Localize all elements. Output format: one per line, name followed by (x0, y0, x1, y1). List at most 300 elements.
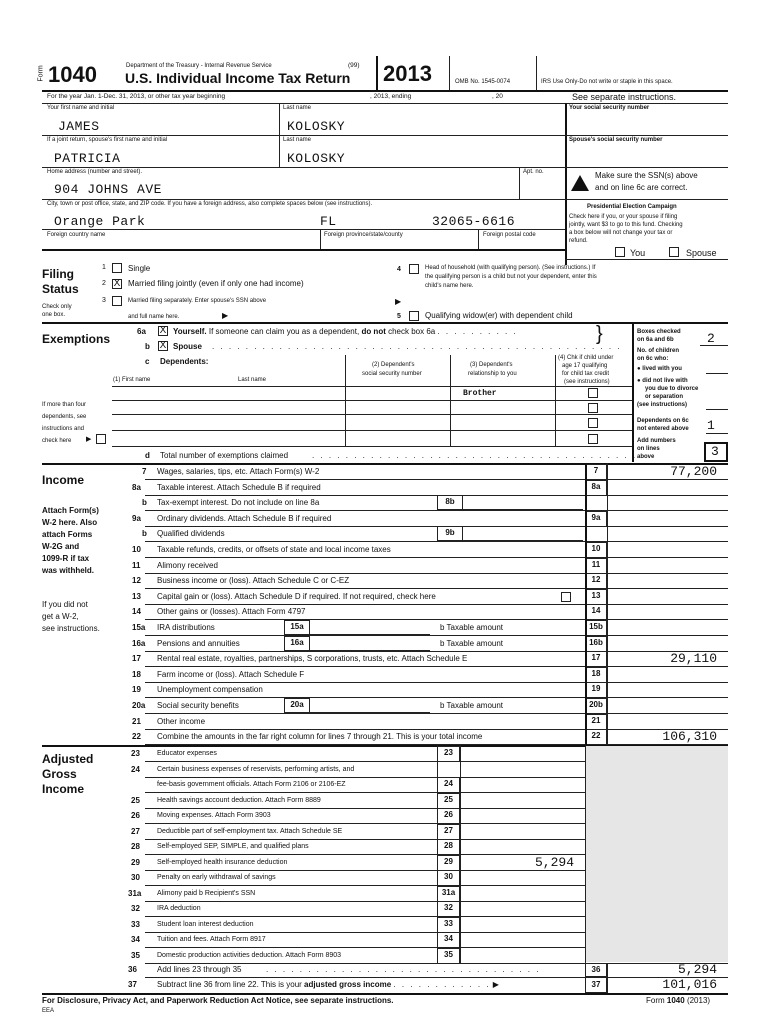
fs-mfj-checkbox[interactable]: X (113, 278, 121, 289)
income-line-num: 14 (132, 607, 141, 616)
income-line-label: Taxable refunds, credits, or offsets of state and local income taxes (157, 545, 391, 554)
income-amount[interactable]: 29,110 (670, 651, 717, 666)
pec-spouse-label: Spouse (686, 248, 717, 258)
agi-line-label: fee-basis government officials. Attach Form 2106 or 2106-EZ (157, 781, 346, 788)
agi-heading-3: Income (42, 782, 85, 796)
rule (42, 103, 728, 104)
income-row-rule (145, 573, 728, 574)
agi-line-label: Educator expenses (157, 750, 217, 757)
fs-num-5: 5 (397, 313, 401, 320)
agi-line-label: Deductible part of self-employment tax. Attach Schedule SE (157, 828, 343, 835)
income-line-num: 16a (132, 639, 146, 648)
filing-status-heading-2: Status (42, 282, 79, 296)
agi-line-box: 34 (437, 932, 460, 948)
l37-bold: adjusted gross income (304, 980, 392, 989)
side-boxes-b: on 6a and 6b (637, 337, 674, 343)
income-row-rule (145, 713, 728, 714)
foreign-postal-label: Foreign postal code (483, 232, 536, 238)
agi-line-box: 35 (437, 948, 460, 964)
side-lived-text: lived with you (642, 366, 682, 372)
rule (706, 433, 728, 434)
pec-text-3: a box below will not change your tax or (569, 230, 673, 236)
side-notlive-a: ● did not live with (637, 378, 688, 384)
income-line-num: 12 (132, 576, 141, 585)
more-than-four-c: instructions and (42, 426, 85, 432)
income-line-num: 18 (132, 670, 141, 679)
divider (536, 56, 537, 90)
footer-form (646, 997, 710, 1005)
income-line-label: Unemployment compensation (157, 685, 263, 694)
income-amount[interactable]: 106,310 (662, 729, 717, 744)
income-line-num: 7 (142, 467, 147, 476)
fs-single-label: Single (128, 264, 151, 273)
l36-box: 36 (585, 963, 607, 977)
income-line-box: 17 (585, 651, 607, 667)
l6d-label: Total number of exemptions claimed (160, 451, 289, 460)
ssn-warning-1: Make sure the SSN(s) above (595, 171, 698, 180)
divider (437, 745, 438, 963)
income-line-label: Social security benefits (157, 701, 239, 710)
income-row-rule (145, 604, 728, 605)
agi-line-num: 23 (131, 749, 140, 758)
city-label: City, town or post office, state, and ZIP code. If you have a foreign address, also complete spaces below (see instructions). (47, 201, 373, 207)
income-line-label: Qualified dividends (157, 529, 225, 538)
rule (706, 409, 728, 410)
agi-line-label: Alimony paid b Recipient's SSN (157, 890, 256, 897)
pec-text-1: Check here if you, or your spouse if filing (569, 214, 678, 220)
fs-mfj-label: Married filing jointly (even if only one had income) (128, 279, 304, 288)
tax-year: 2013 (383, 61, 432, 86)
divider (478, 229, 479, 249)
income-line-label: Other income (157, 717, 206, 726)
spouse-first-field[interactable]: PATRICIA (54, 151, 121, 166)
income-line-label: Pensions and annuities (157, 639, 240, 648)
more-than-four-a: If more than four (42, 402, 87, 408)
income-line-label: Alimony received (157, 561, 218, 570)
filing-status-heading-1: Filing (42, 267, 74, 281)
agi-line-box: 25 (437, 793, 460, 809)
agi-amount[interactable]: 5,294 (534, 855, 574, 870)
first-name-label: Your first name and initial (47, 105, 115, 111)
agi-line-box: 32 (437, 901, 460, 917)
income-mid-field[interactable] (463, 495, 583, 510)
rule (42, 993, 728, 995)
income-line-label: Farm income or (loss). Attach Schedule F (157, 670, 305, 679)
divider (320, 229, 321, 249)
income-line-box: 14 (585, 604, 607, 620)
col-ssn-b: social security number (362, 371, 422, 377)
l36-label: Add lines 23 through 35 (157, 965, 242, 974)
agi-line-num: 27 (131, 827, 140, 836)
col-first-name: (1) First name (113, 377, 151, 383)
side-dep-value[interactable]: 1 (707, 418, 716, 433)
rule (565, 259, 728, 260)
agi-line-box: 30 (437, 870, 460, 886)
form-number: 1040 (48, 62, 97, 87)
income-row-rule (145, 682, 728, 683)
agi-row-rule (145, 870, 585, 871)
divider (555, 355, 556, 447)
agi-line-label: Penalty on early withdrawal of savings (157, 874, 276, 881)
income-line-num: 13 (132, 592, 141, 601)
l37-label: Subtract line 36 from line 22. This is your adjusted gross income . . . . . . . . . . . . ▶ (157, 980, 499, 989)
income-heading: Income (42, 473, 85, 487)
agi-row-rule (145, 901, 585, 902)
income-row-rule (145, 588, 728, 589)
tax-year-line: For the year Jan. 1-Dec. 31, 2013, or other tax year beginning (47, 93, 226, 100)
income-line-num: 21 (132, 717, 141, 726)
income-line-num: 17 (132, 654, 141, 663)
fs-single-checkbox[interactable] (112, 263, 122, 273)
agi-line-num: 28 (131, 842, 140, 851)
side-notlive-c: or separation (645, 394, 684, 400)
divider (345, 355, 346, 447)
income-line-num: b (142, 529, 147, 538)
divider (632, 322, 634, 462)
line13-checkbox[interactable] (561, 592, 571, 602)
child-credit-checkbox-1[interactable] (588, 388, 598, 398)
agi-row-rule (145, 885, 585, 886)
agi-row-rule (145, 777, 585, 778)
side-add-value: 3 (711, 444, 720, 459)
attach-5: 1099-R if tax (42, 554, 90, 563)
agi-line-num: 30 (131, 873, 140, 882)
income-line-label: Business income or (loss). Attach Schedule C or C-EZ (157, 576, 350, 585)
dependent-relationship-field[interactable]: Brother (463, 389, 497, 398)
nowage-1: If you did not (42, 600, 88, 609)
income-row-rule (145, 666, 728, 667)
income-line-box: 8a (585, 480, 607, 496)
footer-form-year: (2013) (686, 996, 711, 1005)
rule (42, 135, 728, 136)
side-notlive-text: did not live with (642, 378, 688, 384)
pec-you-label: You (630, 248, 646, 258)
l37-amount[interactable]: 101,016 (662, 977, 717, 992)
pec-you-checkbox[interactable] (615, 247, 625, 257)
l36-amount[interactable]: 5,294 (677, 962, 717, 977)
l6c-num: c (145, 357, 150, 366)
income-line-box: 18 (585, 667, 607, 683)
pec-spouse-checkbox[interactable] (669, 247, 679, 257)
l6a-not: do not (361, 327, 386, 336)
child-credit-checkbox-4[interactable] (588, 434, 598, 444)
city-field[interactable]: Orange Park (54, 214, 146, 229)
address-label: Home address (number and street). (47, 169, 143, 175)
dependent-row (112, 414, 632, 415)
fs-hoh-checkbox[interactable] (409, 264, 419, 274)
l6d-num: d (145, 451, 150, 460)
attach-6: was withheld. (42, 566, 95, 575)
income-line-box: 11 (585, 558, 607, 574)
fs-hoh-label-a: Head of household (with qualifying person). (See instructions.) If (425, 265, 596, 271)
rule (42, 199, 565, 200)
income-line-box: 22 (585, 729, 607, 745)
income-line-num: 15a (132, 623, 146, 632)
form-side-label: Form (37, 65, 45, 82)
income-mid-field[interactable] (310, 698, 430, 713)
first-name-field[interactable]: JAMES (58, 119, 100, 134)
side-children-b: on 6c who: (637, 356, 669, 362)
agi-line-box: 27 (437, 824, 460, 840)
income-row-rule (145, 557, 728, 558)
income-line-label: Ordinary dividends. Attach Schedule B if required (157, 514, 332, 523)
income-line-num: 10 (132, 545, 141, 554)
attach-4: W-2G and (42, 542, 80, 551)
income-line-box: 20b (585, 698, 607, 714)
agi-row-rule (145, 792, 585, 793)
side-add-c: above (637, 454, 655, 460)
agi-line-num: 35 (131, 951, 140, 960)
nowage-2: get a W-2, (42, 612, 79, 621)
income-line-num: 9a (132, 514, 141, 523)
agi-line-box: 28 (437, 839, 460, 855)
see-instructions: See separate instructions. (572, 92, 677, 102)
l6a-num: 6a (137, 327, 146, 336)
income-line-box: 9a (585, 511, 607, 527)
income-line-label: Rental real estate, royalties, partnerships, S corporations, trusts, etc. Attach Schedule E (157, 654, 468, 663)
l6b-dots: . . . . . . . . . . . . . . . . . . . . . . . . . . . . . . . . . . . . . . . . . . . . . . . . . (212, 342, 622, 351)
ssn-warning-2: and on line 6c are correct. (595, 183, 688, 192)
divider (519, 167, 520, 199)
income-line-num: 19 (132, 685, 141, 694)
rule (112, 386, 632, 387)
income-line-num: 11 (132, 561, 141, 570)
agi-line-label: Student loan interest deduction (157, 921, 254, 928)
col-chk-c: for child tax credit (562, 371, 610, 377)
income-row-rule (145, 635, 728, 636)
l6a-end: check box 6a (388, 327, 436, 336)
shaded-area (586, 746, 728, 962)
omb-number: OMB No. 1545-0074 (455, 79, 511, 85)
ending-label: , 2013, ending (370, 93, 412, 100)
warning-triangle-icon (571, 175, 589, 191)
income-taxable-label: b Taxable amount (440, 639, 504, 648)
income-amount[interactable]: 77,200 (670, 464, 717, 479)
child-credit-checkbox-2[interactable] (588, 403, 598, 413)
income-line-box: 19 (585, 682, 607, 698)
l6a-checkbox[interactable]: X (159, 325, 167, 336)
divider (607, 963, 608, 993)
pec-title: Presidential Election Campaign (587, 204, 677, 210)
l6b-checkbox[interactable]: X (159, 340, 167, 351)
divider (585, 463, 587, 745)
apt-label: Apt. no. (523, 169, 544, 175)
side-notlive-b: you due to divorce (645, 386, 699, 392)
footer-form-label: Form (646, 996, 665, 1005)
spouse-last-label: Last name (283, 137, 312, 143)
agi-line-num: 24 (131, 765, 140, 774)
dependent-row (112, 446, 632, 447)
income-row-rule (145, 541, 728, 542)
spouse-last-field[interactable]: KOLOSKY (287, 151, 346, 166)
rule (42, 167, 728, 168)
agi-line-label: IRA deduction (157, 905, 201, 912)
income-mid-box: 16a (284, 636, 310, 651)
agi-row-rule (145, 839, 585, 840)
l6a-text: If someone can claim you as a dependent, (208, 327, 360, 336)
agi-row-rule (145, 761, 585, 762)
pec-text-4: refund. (569, 238, 588, 244)
arrow-icon: ▶ (395, 297, 402, 306)
col-chk-d: (see instructions) (564, 379, 610, 385)
agi-row-rule (145, 932, 585, 933)
divider (449, 56, 450, 90)
last-name-field[interactable]: KOLOSKY (287, 119, 346, 134)
agi-line-num: 31a (128, 889, 142, 898)
child-credit-checkbox-3[interactable] (588, 418, 598, 428)
l36-num: 36 (128, 965, 137, 974)
agi-line-num: 26 (131, 811, 140, 820)
rule (706, 373, 728, 374)
agi-line-box: 33 (437, 917, 460, 933)
state-field[interactable]: FL (320, 214, 337, 229)
income-line-box: 7 (585, 464, 607, 480)
agi-line-label: Domestic production activities deduction. Attach Form 8903 (157, 952, 342, 959)
side-boxes-a: Boxes checked (637, 329, 681, 335)
agi-line-num: 33 (131, 920, 140, 929)
agi-row-rule (145, 823, 585, 824)
income-mid-field[interactable] (310, 620, 430, 635)
income-mid-box: 20a (284, 698, 310, 713)
income-taxable-label: b Taxable amount (440, 701, 504, 710)
irs-use-only: IRS Use Only-Do not write or staple in this space. (541, 79, 673, 85)
col-ssn-a: (2) Dependent's (372, 362, 415, 368)
agi-line-box: 29 (437, 855, 460, 871)
l37-num: 37 (128, 980, 137, 989)
agi-line-box: 24 (437, 777, 460, 793)
divider (607, 463, 608, 745)
l6b-num: b (145, 342, 150, 351)
income-line-box: 12 (585, 573, 607, 589)
agi-line-label: Certain business expenses of reservists, performing artists, and (157, 766, 355, 773)
footer-notice: For Disclosure, Privacy Act, and Paperwork Reduction Act Notice, see separate instructions. (42, 996, 394, 1005)
fs-mfs-label: Married filing separately. Enter spouse's SSN above (128, 298, 267, 304)
zip-field[interactable]: 32065-6616 (432, 214, 516, 229)
income-mid-box: 8b (437, 495, 463, 510)
income-line-num: 22 (132, 732, 141, 741)
more-dependents-checkbox[interactable] (96, 434, 106, 444)
agi-row-rule (145, 916, 585, 917)
ssn-label: Your social security number (569, 105, 650, 111)
agi-line-box: 26 (437, 808, 460, 824)
income-line-label: Combine the amounts in the far right column for lines 7 through 21. This is your total income (157, 732, 483, 741)
agi-heading-1: Adjusted (42, 752, 94, 766)
rule (565, 199, 728, 200)
l6d-dots: . . . . . . . . . . . . . . . . . . . . . . . . . . . . . . . . . . . . . . . (312, 451, 638, 460)
spouse-ssn-label: Spouse's social security number (569, 137, 663, 143)
income-row-rule (145, 697, 728, 698)
divider (460, 745, 461, 963)
side-notlive-d: (see instructions) (637, 402, 688, 408)
col-chk-b: age 17 qualifying (562, 363, 608, 369)
col-rel-a: (3) Dependent's (470, 362, 513, 368)
agi-row-rule (145, 854, 585, 855)
divider (376, 56, 378, 90)
agi-line-box: 31a (437, 886, 460, 902)
income-row-rule (145, 619, 728, 620)
income-mid-field[interactable] (463, 526, 583, 541)
fs-qw-label: Qualifying widow(er) with dependent child (425, 311, 573, 320)
attach-3: attach Forms (42, 530, 93, 539)
more-than-four-b: dependents, see (42, 414, 87, 420)
l6a-label: Yourself. If someone can claim you as a dependent, do not check box 6a . . . . . . . . . . (173, 327, 518, 336)
attach-2: W-2 here. Also (42, 518, 98, 527)
income-line-label: Other gains or (losses). Attach Form 4797 (157, 607, 306, 616)
income-mid-field[interactable] (310, 636, 430, 651)
income-line-box: 13 (585, 589, 607, 605)
agi-line-label: Self-employed SEP, SIMPLE, and qualified plans (157, 843, 309, 850)
agi-line-num: 29 (131, 858, 140, 867)
rule (42, 229, 565, 230)
form-title: U.S. Individual Income Tax Return (125, 70, 351, 86)
arrow-icon: ▶ (86, 436, 92, 443)
dependent-row (112, 430, 632, 431)
pec-text-2: jointly, want $3 to go to this fund. Checking (569, 222, 683, 228)
income-line-label: Capital gain or (loss). Attach Schedule D if required. If not required, check here (157, 592, 436, 601)
income-line-label: Taxable interest. Attach Schedule B if required (157, 483, 321, 492)
agi-line-label: Tuition and fees. Attach Form 8917 (157, 936, 266, 943)
col-last-name: Last name (238, 377, 267, 383)
rule (42, 249, 565, 251)
divider (450, 355, 451, 447)
income-row-rule (145, 510, 728, 511)
income-taxable-label: b Taxable amount (440, 623, 504, 632)
col-rel-b: relationship to you (468, 371, 517, 377)
foreign-province-label: Foreign province/state/county (324, 232, 403, 238)
address-field[interactable]: 904 JOHNS AVE (54, 182, 162, 197)
fs-hoh-label-c: child's name here. (425, 283, 474, 289)
code-label: (99) (348, 62, 360, 69)
side-dep-a: Dependents on 6c (637, 418, 689, 424)
income-line-label: Tax-exempt interest. Do not include on line 8a (157, 498, 320, 507)
l6a-bold: Yourself. (173, 327, 207, 336)
exemptions-heading: Exemptions (42, 332, 111, 346)
arrow-icon: ▶ (222, 311, 229, 320)
fs-mfs-checkbox[interactable] (112, 296, 122, 306)
attach-1: Attach Form(s) (42, 506, 99, 515)
income-line-label: Wages, salaries, tips, etc. Attach Form(s) W-2 (157, 467, 320, 476)
footer-eea: EEA (42, 1008, 55, 1014)
divider (565, 103, 567, 265)
agi-line-label: Moving expenses. Attach Form 3903 (157, 812, 271, 819)
agi-line-num: 32 (131, 904, 140, 913)
col-chk-a: (4) Chk if child under (558, 355, 614, 361)
income-line-num: b (142, 498, 147, 507)
spouse-first-label: If a joint return, spouse's first name and initial (47, 137, 168, 143)
department-label: Department of the Treasury - Internal Revenue Service (126, 63, 272, 69)
side-dep-b: not entered above (637, 426, 689, 432)
more-than-four-d: check here (42, 438, 72, 444)
fs-mfs-label-2: and full name here. (128, 314, 180, 320)
side-add-b: on lines (637, 446, 660, 452)
agi-line-num: 34 (131, 935, 140, 944)
side-children-a: No. of children (637, 348, 679, 354)
l37-text: Subtract line 36 from line 22. This is your (157, 980, 302, 989)
income-mid-box: 15a (284, 620, 310, 635)
income-row-rule (145, 479, 728, 480)
rule (42, 322, 728, 324)
rule (700, 345, 728, 346)
agi-line-label: Health savings account deduction. Attach Form 8889 (157, 797, 321, 804)
nowage-3: see instructions. (42, 624, 100, 633)
side-add-a: Add numbers (637, 438, 676, 444)
brace: } (596, 323, 603, 345)
fs-qw-checkbox[interactable] (409, 311, 419, 321)
side-boxes-value[interactable]: 2 (707, 331, 716, 346)
l36-dots: . . . . . . . . . . . . . . . . . . . . . . . . . . . . . . . . . (266, 965, 541, 974)
income-line-num: 20a (132, 701, 146, 710)
fs-num-1: 1 (102, 264, 106, 271)
